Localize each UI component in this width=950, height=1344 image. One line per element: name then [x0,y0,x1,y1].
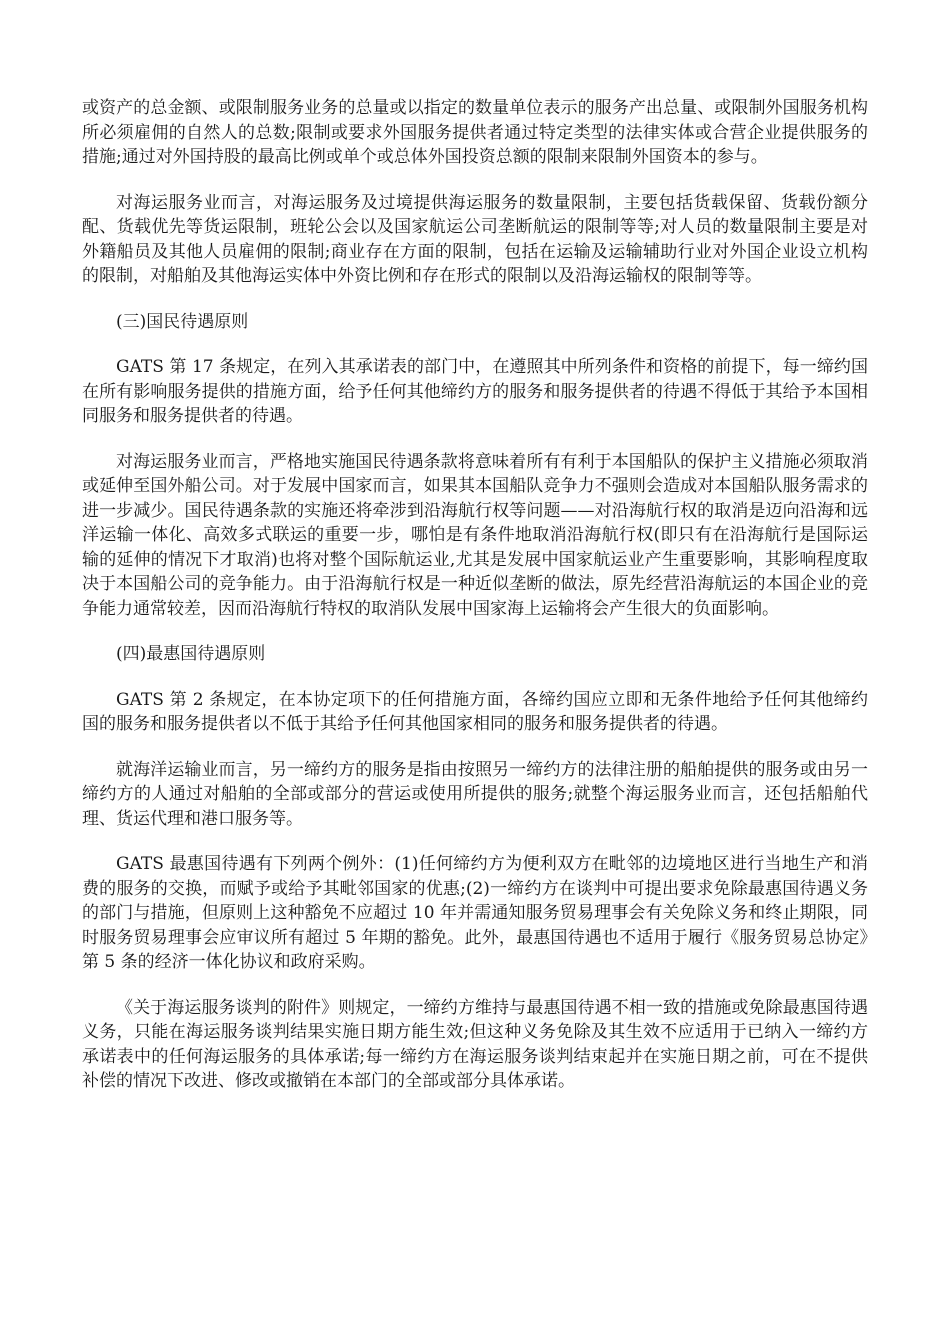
paragraph: GATS 第 2 条规定，在本协定项下的任何措施方面，各缔约国应立即和无条件地给予任何其他缔约国的服务和服务提供者以不低于其给予任何其他国家相同的服务和服务提供者的待遇。 [82,689,868,734]
section-heading: (三)国民待遇原则 [116,311,249,332]
paragraph: 对海运服务业而言，对海运服务及过境提供海运服务的数量限制，主要包括货载保留、货载份额分配、货载优先等货运限制，班轮公会以及国家航运公司垄断航运的限制等等;对人员的数量限制主要是对外籍船员及其他人员雇佣的限制;商业存在方面的限制，包括在运输及运输辅助行业对外国企业设立机构的限制，对船舶及其他海运实体中外资比例和存在形式的限制以及沿海运输权的限制等等。 [82,192,868,286]
paragraph: 《关于海运服务谈判的附件》则规定，一缔约方维持与最惠国待遇不相一致的措施或免除最惠国待遇义务，只能在海运服务谈判结果实施日期方能生效;但这种义务免除及其生效不应适用于已纳入一缔约方承诺表中的任何海运服务的具体承诺;每一缔约方在海运服务谈判结束起并在实施日期之前，可在不提供补偿的情况下改进、修改或撤销在本部门的全部或部分具体承诺。 [82,997,868,1091]
paragraph: 就海洋运输业而言，另一缔约方的服务是指由按照另一缔约方的法律注册的船舶提供的服务或由另一缔约方的人通过对船舶的全部或部分的营运或使用所提供的服务;就整个海运服务业而言，还包括船舶代理、货运代理和港口服务等。 [82,759,868,829]
paragraph: 对海运服务业而言，严格地实施国民待遇条款将意味着所有有利于本国船队的保护主义措施必须取消或延伸至国外船公司。对于发展中国家而言，如果其本国船队竞争力不强则会造成对本国船队服务需求的进一步减少。国民待遇条款的实施还将牵涉到沿海航行权等问题——对沿海航行权的取消是迈向沿海和远洋运输一体化、高效多式联运的重要一步，哪怕是有条件地取消沿海航行权(即只有在沿海航行是国际运输的延伸的情况下才取消)也将对整个国际航运业,尤其是发展中国家航运业产生重要影响，其影响程度取决于本国船公司的竞争能力。由于沿海航行权是一种近似垄断的做法，原先经营沿海航运的本国企业的竞争能力通常较差，因而沿海航行特权的取消队发展中国家海上运输将会产生很大的负面影响。 [82,451,868,619]
paragraph: GATS 第 17 条规定，在列入其承诺表的部门中，在遵照其中所列条件和资格的前提下，每一缔约国在所有影响服务提供的措施方面，给予任何其他缔约方的服务和服务提供者的待遇不得低于其给予本国相同服务和服务提供者的待遇。 [82,357,868,426]
paragraph: 或资产的总金额、或限制服务业务的总量或以指定的数量单位表示的服务产出总量、或限制外国服务机构所必须雇佣的自然人的总数;限制或要求外国服务提供者通过特定类型的法律实体或合营企业提供服务的措施;通过对外国持股的最高比例或单个或总体外国投资总额的限制来限制外国资本的参与。 [82,98,868,167]
document-body [82,96,868,1115]
paragraph: GATS 最惠国待遇有下列两个例外：(1)任何缔约方为便利双方在毗邻的边境地区进行当地生产和消费的服务的交换，而赋予或给予其毗邻国家的优惠;(2)一缔约方在谈判中可提出要求免除最惠国待遇义务的部门与措施，但原则上这种豁免不应超过 10 年并需通知服务贸易理事会有关免除义务和终止期限，同时服务贸易理事会应审议所有超过 5 年期的豁免。此外，最惠国待遇也不适用于履行《服务贸易总协定》第 5 条的经济一体化协议和政府采购。 [82,854,868,972]
section-heading: (四)最惠国待遇原则 [116,644,266,664]
